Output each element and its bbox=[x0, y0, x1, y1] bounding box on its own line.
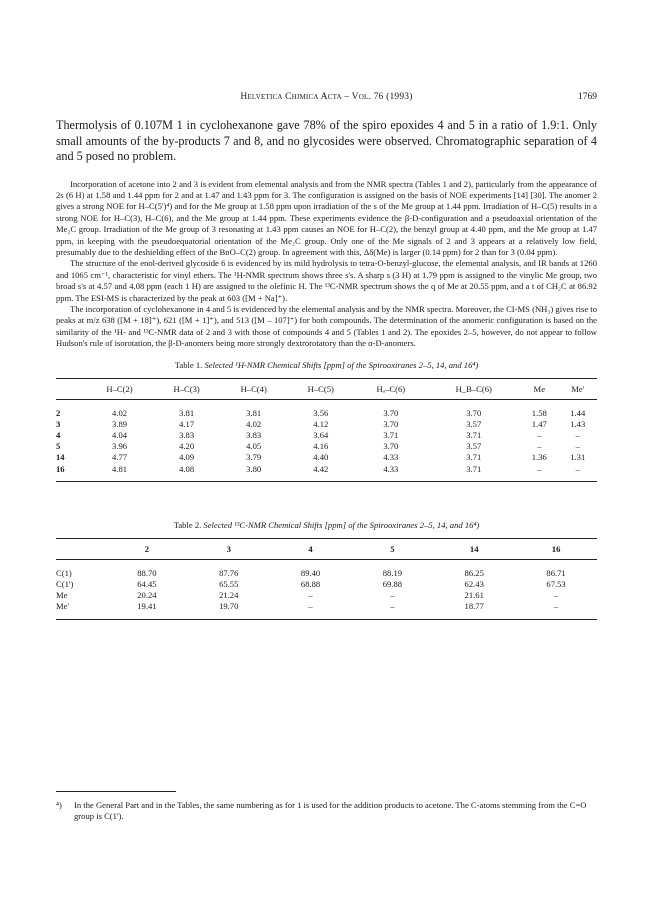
table-cell: – bbox=[270, 601, 352, 619]
table2-header: 4 bbox=[270, 538, 352, 559]
table-cell: – bbox=[553, 590, 559, 601]
table1-caption-text: Selected ¹H-NMR Chemical Shifts [ppm] of the Spirooxiranes 2–5, 14, and 16⁴) bbox=[204, 359, 479, 370]
table1-header-row bbox=[56, 378, 597, 399]
body-text bbox=[56, 179, 597, 350]
table-cell: 3.83 bbox=[246, 430, 262, 440]
footnote bbox=[56, 800, 597, 823]
table1-caption-label: Table 1. bbox=[174, 359, 203, 370]
table-cell: 1.47 bbox=[531, 418, 547, 429]
table-cell: 5 bbox=[56, 441, 61, 452]
table1-caption bbox=[56, 360, 597, 370]
table1-header: H–C(3) bbox=[153, 378, 220, 399]
table2-header: 3 bbox=[188, 538, 270, 559]
table2-caption-text: Selected ¹³C-NMR Chemical Shifts [ppm] of the Spirooxiranes 2–5, 14, and 16⁴) bbox=[203, 519, 480, 530]
lead-paragraph: Thermolysis of 0.107M 1 in cyclohexanone gave 78% of the spiro epoxides 4 and 5 in a ratio of 1.9:1. Only small amounts of the by-products 7 and 8, and no glycosides were observed. Chromatographic separation of 4 and 5 posed no problem. bbox=[56, 118, 597, 163]
table-cell: 68.88 bbox=[300, 579, 321, 590]
table-cell: 3.80 bbox=[220, 464, 287, 482]
table-cell: 21.61 bbox=[464, 590, 484, 601]
table2-13c-nmr bbox=[56, 538, 597, 620]
table-cell: 3.57 bbox=[466, 418, 482, 429]
table-cell: 4.33 bbox=[354, 464, 427, 482]
page-number: 1769 bbox=[578, 92, 597, 102]
table-cell: 4.02 bbox=[112, 407, 128, 418]
table1-header: Me' bbox=[559, 378, 598, 399]
table1-1h-nmr bbox=[56, 378, 597, 482]
table-cell: 67.53 bbox=[546, 579, 566, 590]
table-cell: 64.45 bbox=[137, 579, 157, 590]
table-cell: C(1') bbox=[56, 579, 74, 590]
footnote-text: In the General Part and in the Tables, the same numbering as for 1 is used for the addition products to acetone. The C-atoms stemming from the C=O group is C(1'). bbox=[74, 800, 587, 822]
table-row bbox=[56, 419, 597, 430]
table-cell: 3 bbox=[56, 418, 61, 429]
table-row bbox=[56, 430, 597, 441]
table-cell: – bbox=[308, 590, 313, 601]
table-cell: 3.56 bbox=[313, 407, 329, 418]
table-cell: 21.24 bbox=[219, 590, 239, 601]
table1-header bbox=[56, 378, 86, 399]
footnote-divider bbox=[56, 791, 176, 792]
table-cell: – bbox=[537, 430, 542, 440]
table-cell: 3.70 bbox=[383, 441, 399, 452]
table-cell: 1.44 bbox=[570, 407, 586, 418]
table-cell: 3.71 bbox=[466, 430, 482, 440]
table-cell: 4 bbox=[56, 430, 61, 440]
table-cell: 87.76 bbox=[219, 567, 239, 578]
table-cell: 4.08 bbox=[153, 464, 220, 482]
table-cell: 69.88 bbox=[382, 579, 403, 590]
running-header bbox=[56, 92, 597, 108]
table-cell: 1.36 bbox=[531, 452, 547, 463]
table-cell: 4.04 bbox=[112, 430, 128, 440]
table2-header: 5 bbox=[351, 538, 433, 559]
table1-header: H–C(4) bbox=[220, 378, 287, 399]
table2-header-row bbox=[56, 538, 597, 559]
table-cell: 14 bbox=[56, 452, 65, 463]
table-row bbox=[56, 452, 597, 463]
table-cell: 1.58 bbox=[531, 407, 547, 418]
table-cell: 62.43 bbox=[464, 579, 484, 590]
table-row bbox=[56, 579, 597, 590]
footnote-mark: ⁴) bbox=[56, 800, 62, 810]
table1-header: H–C(5) bbox=[287, 378, 354, 399]
table-cell: 88.70 bbox=[137, 567, 157, 578]
table-cell: 4.17 bbox=[179, 418, 195, 429]
table2-header: 16 bbox=[515, 538, 597, 559]
table1-header: Hₐ–C(6) bbox=[354, 378, 427, 399]
table-cell: 88.19 bbox=[382, 567, 403, 578]
table-cell: 3.70 bbox=[383, 407, 399, 418]
table-cell: – bbox=[559, 464, 598, 482]
table-cell: 20.24 bbox=[137, 590, 157, 601]
paragraph-nmr-acetone: Incorporation of acetone into 2 and 3 is evident from elemental analysis and from the NMR spectra (Tables 1 and 2), particularly from the appearance of 2s (6 H) at 1.58 and 1.44 ppm for 2 and at 1.47 and 1.43 ppm for 3. The configuration is assigned on the basis of NOE experiments [14] [30]. The anomer 2 gives a strong NOE for H–C(5')⁴) and for the Me group at 1.58 ppm upon irradiation of the s of the Me group at 1.44 ppm. Irradiation of H–C(5) results in a strong NOE for H–C(3), H–C(6), and the Me group at 1.44 ppm. These experiments evidence the β-D-configuration and a pseudoaxial orientation of the Me₂C group. Irradiation of the Me group of 3 resonating at 1.43 ppm causes an NOE for H–C(2), the benzyl group at 4.40 ppm, and the Me group at 1.47 ppm, in keeping with the pseudoequatorial orientation of the Me₂C group. Only one of the Me signals of 2 and 3 appears at a relatively low field, presumably due to the deshielding effect of the BnO–C(2) group. In agreement with this, Δδ(Me) is larger (0.14 ppm) for 2 than for 3 (0.04 ppm). bbox=[56, 178, 597, 257]
table-cell: 4.09 bbox=[179, 452, 195, 463]
table-cell: 65.55 bbox=[219, 579, 239, 590]
table-cell: 4.16 bbox=[313, 441, 329, 452]
table-cell: – bbox=[537, 441, 542, 452]
table-cell: 4.77 bbox=[112, 452, 128, 463]
table-cell: – bbox=[390, 590, 395, 601]
table-cell: 3.89 bbox=[112, 418, 128, 429]
table-cell: 3.64 bbox=[313, 430, 329, 440]
table-cell: 3.70 bbox=[383, 418, 399, 429]
table-cell: 19.70 bbox=[188, 601, 270, 619]
table-cell: 4.02 bbox=[246, 418, 262, 429]
table2-header: 2 bbox=[106, 538, 188, 559]
table-row bbox=[56, 601, 597, 619]
table-cell: 86.25 bbox=[464, 567, 484, 578]
table-cell: 3.96 bbox=[112, 441, 128, 452]
table-row bbox=[56, 464, 597, 482]
table-cell: 4.40 bbox=[313, 452, 329, 463]
table-cell: 1.43 bbox=[570, 418, 586, 429]
table-row bbox=[56, 559, 597, 579]
table1-header: H–C(2) bbox=[86, 378, 153, 399]
table-cell: 3.57 bbox=[466, 441, 482, 452]
table-cell: Me' bbox=[56, 601, 106, 619]
table-cell: 4.33 bbox=[383, 452, 399, 463]
journal-title: Helvetica Chimica Acta – Vol. 76 (1993) bbox=[240, 92, 413, 102]
table-cell: 4.81 bbox=[86, 464, 153, 482]
table-cell: – bbox=[575, 441, 580, 452]
paragraph-enol-glycoside: The structure of the enol-derived glycoside 6 is evidenced by its mild hydrolysis to tetra-O-benzyl-glucose, the elemental analysis, and IR bands at 1260 and 1065 cm⁻¹, characteristic for vinyl ethers. The ¹H-NMR spectrum shows three s's. A sharp s (3 H) at 1.79 ppm is assigned to the vinylic Me group, two broad s's at 4.57 and 4.08 ppm (each 1 H) are assigned to the olefinic H. The ¹³C-NMR spectrum shows the q of Me at 20.55 ppm, and a t of CH₂C at 86.92 ppm. The ESI-MS is characterized by the peak at 603 ([M + Na]⁺). bbox=[56, 258, 597, 303]
table-cell: 4.05 bbox=[246, 441, 262, 452]
table-cell: 4.12 bbox=[313, 418, 329, 429]
table2-header: 14 bbox=[433, 538, 515, 559]
table-cell: 3.81 bbox=[179, 407, 195, 418]
table-cell: 3.83 bbox=[179, 430, 195, 440]
page bbox=[56, 92, 597, 620]
table-cell: – bbox=[575, 430, 580, 440]
table-cell: Me bbox=[56, 590, 68, 601]
table1-header: H_B–C(6) bbox=[427, 378, 520, 399]
table1-header: Me bbox=[520, 378, 558, 399]
table-cell: 4.42 bbox=[287, 464, 354, 482]
table-cell: 1.31 bbox=[570, 452, 586, 463]
table-cell: 3.70 bbox=[466, 407, 482, 418]
table-cell: 18.77 bbox=[433, 601, 515, 619]
table-row bbox=[56, 441, 597, 452]
table2-header bbox=[56, 538, 106, 559]
table-cell: 89.40 bbox=[300, 567, 321, 578]
table-cell: 2 bbox=[56, 407, 61, 418]
table-row bbox=[56, 399, 597, 419]
table-row bbox=[56, 590, 597, 601]
table2-caption bbox=[56, 520, 597, 530]
table-cell: 3.71 bbox=[427, 464, 520, 482]
table-cell: 3.71 bbox=[466, 452, 482, 463]
table-cell: C(1) bbox=[56, 567, 72, 578]
table-cell: 4.20 bbox=[179, 441, 195, 452]
table-cell: – bbox=[515, 601, 597, 619]
table-cell: 16 bbox=[56, 464, 86, 482]
table2-caption-label: Table 2. bbox=[173, 519, 202, 530]
table-cell: – bbox=[520, 464, 558, 482]
table-cell: 3.71 bbox=[383, 430, 399, 440]
paragraph-cyclohexanone: The incorporation of cyclohexanone in 4 and 5 is evidenced by the elemental analysis and by the NMR spectra. Moreover, the CI-MS (NH₃) gives rise to peaks at m/z 638 ([M + 18]⁺), 621 ([M + 1]⁺), and 513 ([M – 107]⁺) for both compounds. The determination of the anomeric configuration is based on the similarity of the ¹H- and ¹³C-NMR data of 2 and 3 with those of compounds 4 and 5 (Tables 1 and 2). The epoxides 2–5, however, do not appear to follow Hudson's rule of isorotation, the β-D-anomers being more strongly dextrorotatory than the α-D-anomers. bbox=[56, 303, 597, 349]
table-cell: – bbox=[351, 601, 433, 619]
table-cell: 3.79 bbox=[246, 452, 262, 463]
table-cell: 3.81 bbox=[246, 407, 262, 418]
table-cell: 86.71 bbox=[546, 567, 566, 578]
table-cell: 19.41 bbox=[106, 601, 188, 619]
